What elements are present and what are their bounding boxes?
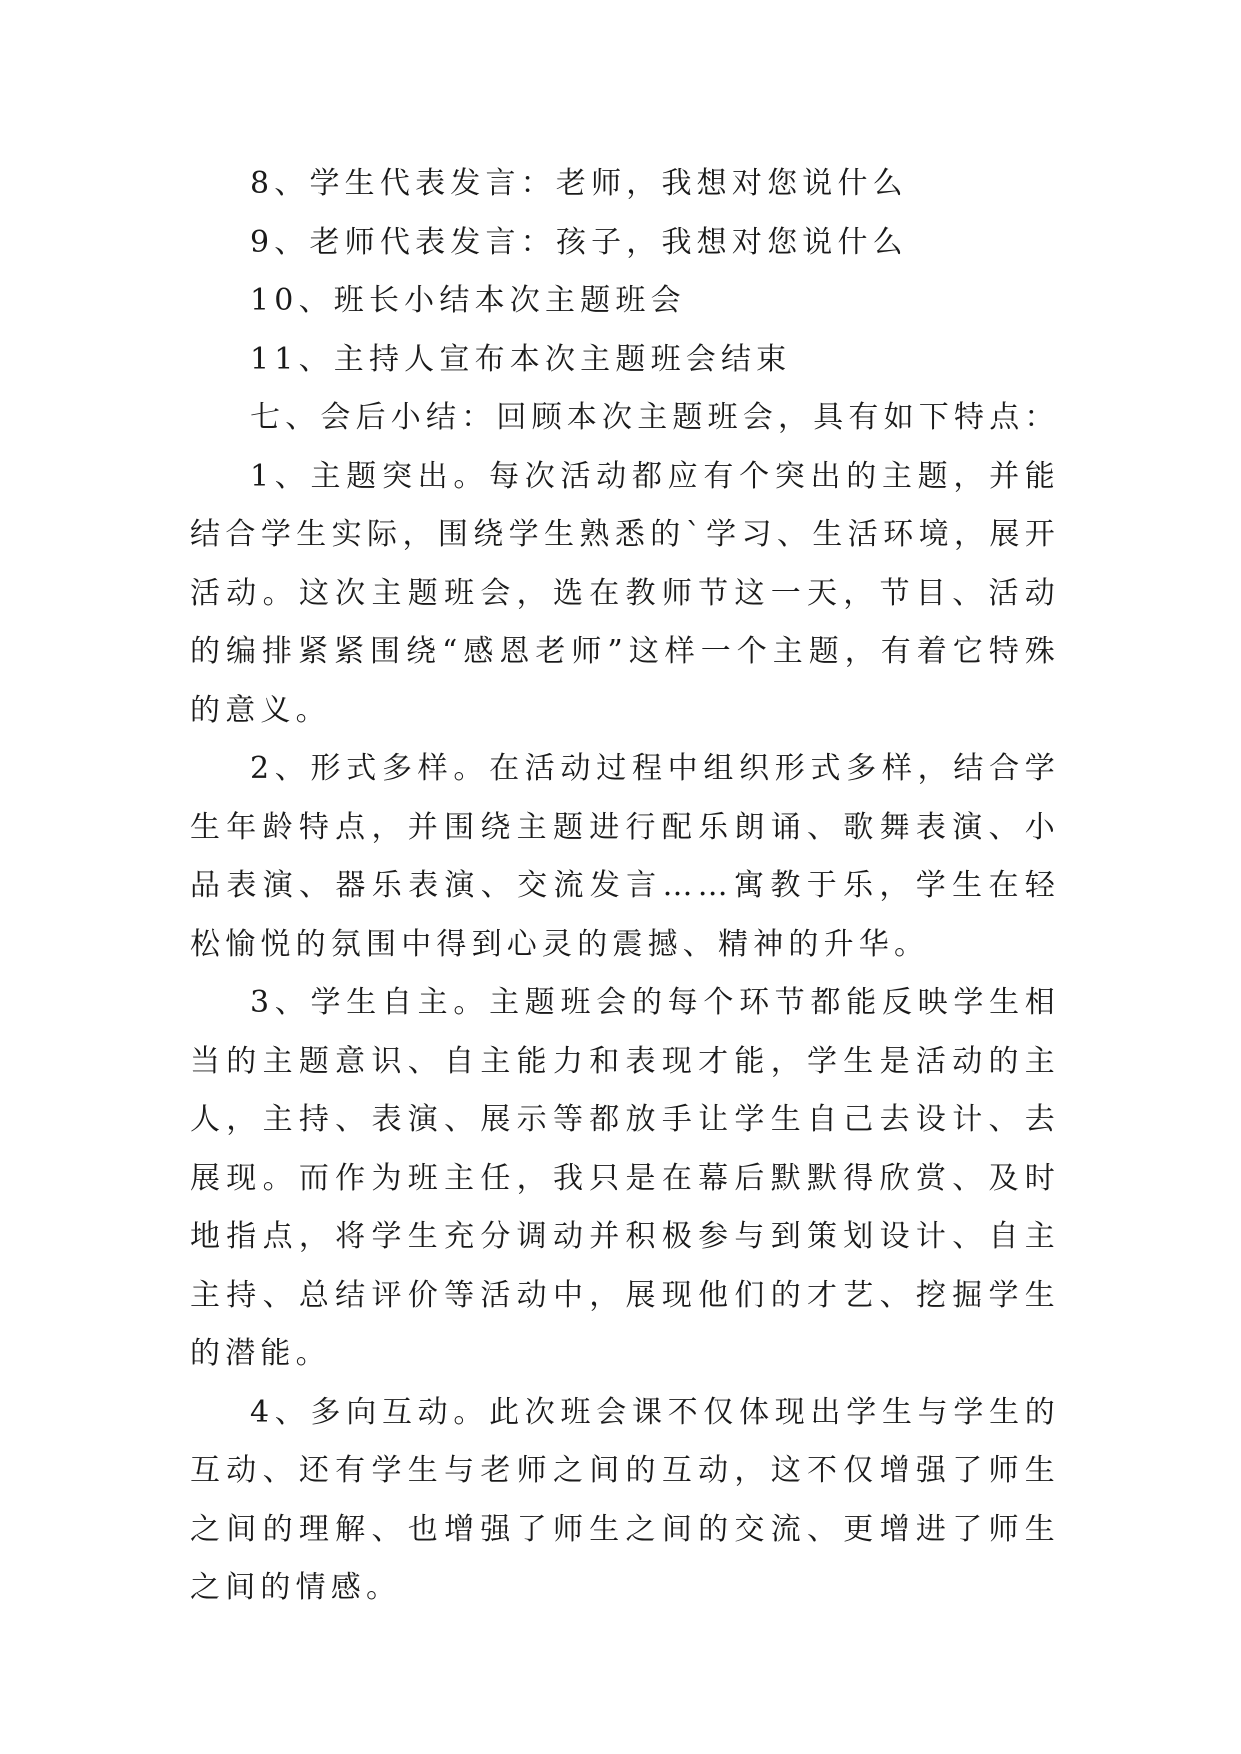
document-body [190, 155, 1060, 1618]
paragraph-item-10: 10、班长小结本次主题班会 [250, 283, 686, 318]
paragraph-point-2: 2、形式多样。在活动过程中组织形式多样，结合学生年龄特点，并围绕主题进行配乐朗诵、歌舞表演、小品表演、器乐表演、交流发言……寓教于乐，学生在轻松愉悦的氛围中得到心灵的震撼、精神的升华。 [190, 751, 1060, 962]
paragraph-item-9: 9、老师代表发言：孩子，我想对您说什么 [250, 224, 908, 260]
paragraph-point-4: 4、多向互动。此次班会课不仅体现出学生与学生的互动、还有学生与老师之间的互动，这不仅增强了师生之间的理解、也增强了师生之间的交流、更增进了师生之间的情感。 [190, 1394, 1060, 1605]
section-heading-summary: 七、会后小结：回顾本次主题班会，具有如下特点： [250, 400, 1060, 435]
paragraph-item-11: 11、主持人宣布本次主题班会结束 [250, 341, 792, 377]
paragraph-item-8: 8、学生代表发言：老师，我想对您说什么 [250, 166, 908, 201]
paragraph-point-3: 3、学生自主。主题班会的每个环节都能反映学生相当的主题意识、自主能力和表现才能，学生是活动的主人，主持、表演、展示等都放手让学生自己去设计、去展现。而作为班主任，我只是在幕后默默得欣赏、及时地指点，将学生充分调动并积极参与到策划设计、自主主持、总结评价等活动中，展现他们的才艺、挖掘学生的潜能。 [190, 985, 1060, 1371]
paragraph-point-1: 1、主题突出。每次活动都应有个突出的主题，并能结合学生实际，围绕学生熟悉的`学习、生活环境，展开活动。这次主题班会，选在教师节这一天，节目、活动的编排紧紧围绕“感恩老师”这样一个主题，有着它特殊的意义。 [190, 458, 1060, 728]
